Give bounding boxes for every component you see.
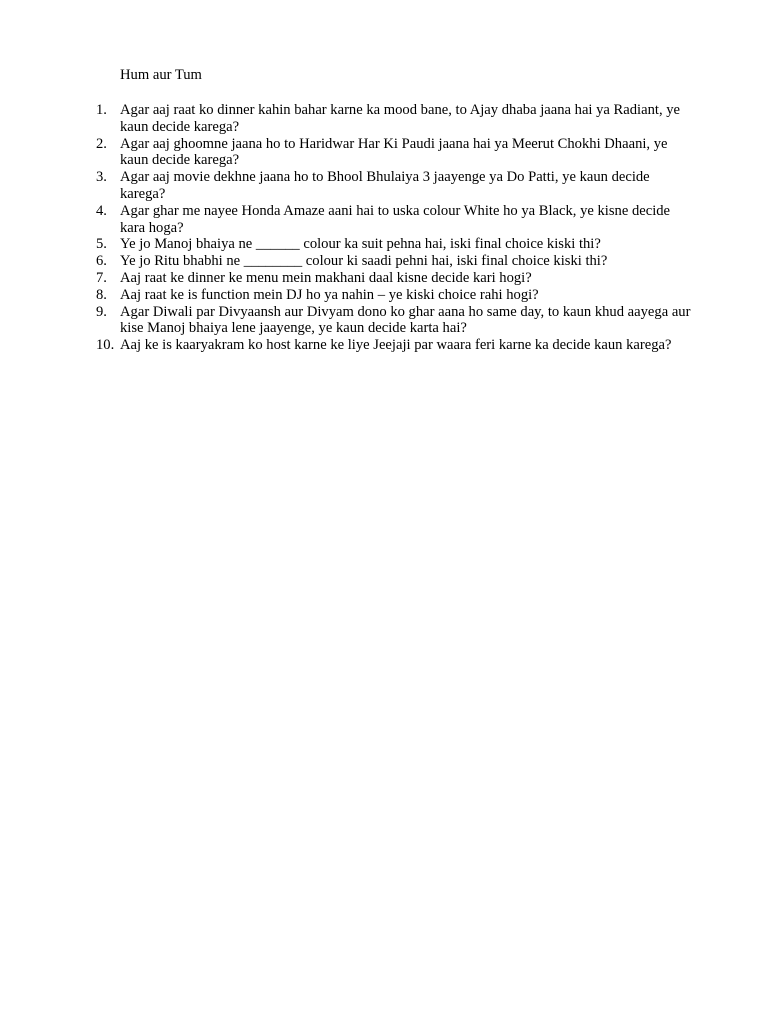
question-number: 4.: [96, 202, 107, 219]
question-item: [96, 102, 696, 136]
question-item: [96, 287, 696, 304]
question-text: Aaj ke is kaaryakram ko host karne ke liye Jeejaji par waara feri karne ka decide kaun karega?: [120, 337, 672, 354]
question-item: [96, 136, 696, 170]
question-number: 1.: [96, 102, 107, 118]
question-item: [96, 337, 696, 354]
question-item: [96, 169, 696, 203]
question-item: [96, 203, 696, 237]
document-title: Hum aur Tum: [120, 67, 202, 83]
question-text: Agar aaj raat ko dinner kahin bahar karne ka mood bane, to Ajay dhaba jaana hai ya Radiant, ye kaun decide karega?: [120, 102, 681, 135]
question-number: 10.: [96, 337, 115, 354]
question-number: 6.: [96, 253, 107, 270]
question-text: Agar Diwali par Divyaansh aur Divyam dono ko ghar aana ho same day, to kaun khud aayega aur kise Manoj bhaiya lene jaayenge, ye kaun decide karta hai?: [120, 303, 691, 337]
question-text: Agar ghar me nayee Honda Amaze aani hai to uska colour White ho ya Black, ye kisne decide kara hoga?: [120, 202, 671, 236]
question-number: 7.: [96, 269, 107, 286]
question-item: [96, 253, 696, 270]
question-text: Agar aaj ghoomne jaana ho to Haridwar Har Ki Paudi jaana hai ya Meerut Chokhi Dhaani, ye kaun decide karega?: [120, 135, 668, 169]
question-number: 9.: [96, 303, 107, 320]
question-text: Ye jo Manoj bhaiya ne ______ colour ka suit pehna hai, iski final choice kiski thi?: [120, 236, 601, 253]
question-number: 8.: [96, 286, 107, 303]
question-item: [96, 304, 696, 338]
question-item: [96, 236, 696, 253]
question-number: 2.: [96, 135, 107, 152]
question-item: [96, 270, 696, 287]
question-text: Ye jo Ritu bhabhi ne ________ colour ki saadi pehni hai, iski final choice kiski thi?: [120, 253, 608, 270]
question-text: Agar aaj movie dekhne jaana ho to Bhool Bhulaiya 3 jaayenge ya Do Patti, ye kaun decide karega?: [120, 169, 650, 202]
question-list: [96, 102, 696, 354]
question-text: Aaj raat ke is function mein DJ ho ya nahin – ye kiski choice rahi hogi?: [120, 286, 539, 303]
question-number: 3.: [96, 169, 107, 186]
question-number: 5.: [96, 236, 107, 253]
question-text: Aaj raat ke dinner ke menu mein makhani daal kisne decide kari hogi?: [120, 269, 532, 286]
